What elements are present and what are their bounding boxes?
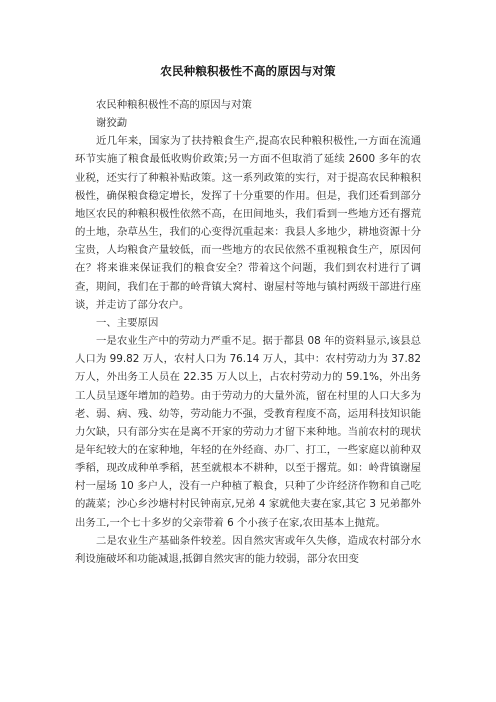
document-body	[75, 96, 421, 568]
body-paragraph: 二是农业生产基础条件较差。因自然灾害或年久失修，造成农村部分水利设施破坏和功能减退,抵御自然灾害的能力较弱，部分农田变	[75, 534, 421, 565]
document-title: 农民种粮积极性不高的原因与对策	[160, 64, 336, 78]
body-paragraph: 一是农业生产中的劳动力严重不足。据于都县 08 年的资料显示,该县总人口为 99.82 万人，农村人口为 76.14 万人，其中：农村劳动力为 37.82 万人，外出务工人员在 22.35 万人以上，占农村劳动力的 59.1%，外出务工人员呈逐年增加的趋势。由于劳动力的大量外流，留在村里的人口大多为老、弱、病、残、幼等，劳动能力不强，受教育程度不高，运用科技知识能力欠缺，只有部分实在是离不开家的劳动力才留下来种地。当前农村的现状是年纪较大的在家种地，年轻的在外经商、办厂、打工，一些家庭以前种双季稻，现改成种单季稻，甚至就根本不耕种，以至于撂荒。如：岭背镇谢屋村一屋场 10 多户人，没有一户种植了粮食，只种了少许经济作物和自己吃的蔬菜；沙心乡沙塘村村民钟南京,兄弟 4 家就他夫妻在家,其它 3 兄弟都外出务工,一个七十多岁的父亲带着 6 个小孩子在家,农田基本上抛荒。	[75, 335, 421, 529]
author-line: 谢狡勐	[96, 117, 128, 130]
section-heading: 一、主要原因	[96, 316, 159, 329]
intro-paragraph: 近几年来，国家为了扶持粮食生产,提高农民种粮积极性,一方面在流通环节实施了粮食最低收购价政策;另一方面不但取消了延续 2600 多年的农业税，还实行了种粮补贴政策。这一系列政策的实行，对于提高农民种粮积极性，确保粮食稳定增长，发挥了十分重要的作用。但是，我们还看到部分地区农民的种粮积极性依然不高，在田间地头，我们看到一些地方还有撂荒的土地，杂草丛生，我们的心变得沉重起来：我县人多地少，耕地资源十分宝贵，人均粮食产量较低，而一些地方的农民依然不重视粮食生产，原因何在？将来谁来保证我们的粮食安全？带着这个问题，我们到农村进行了调查，期间，我们在于都的岭背镇大窝村、谢屋村等地与镇村两级干部进行座谈，并走访了部分农户。	[75, 135, 421, 311]
subtitle-line: 农民种粮积极性不高的原因与对策	[96, 99, 252, 111]
